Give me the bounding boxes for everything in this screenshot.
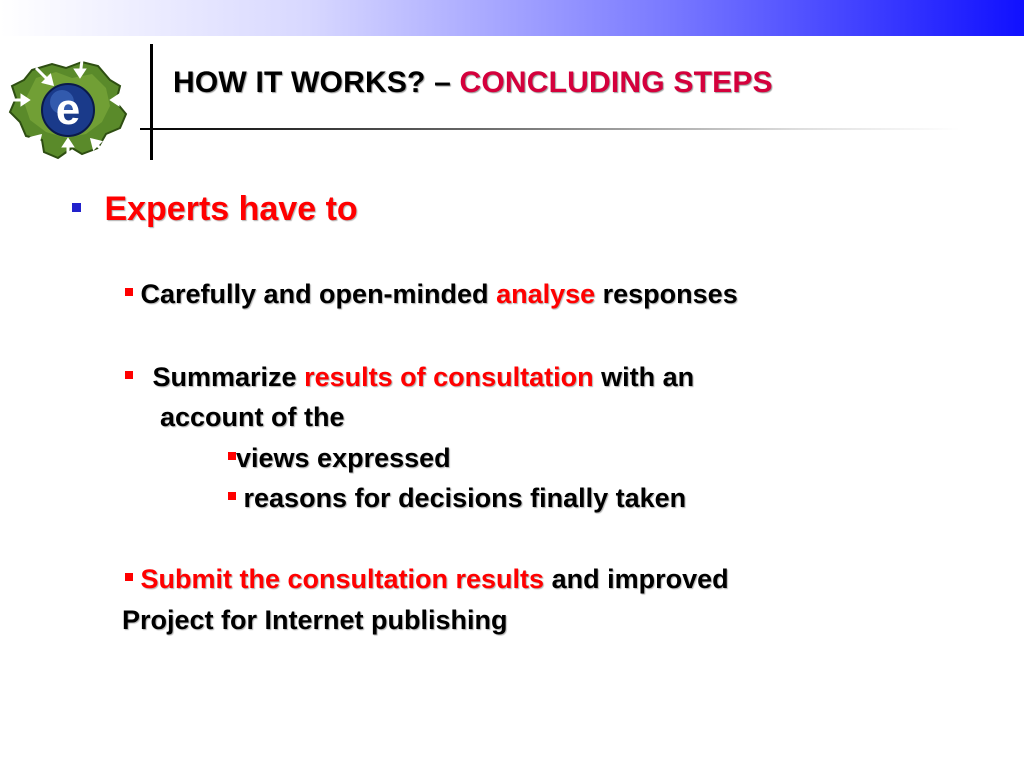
list-item-summarize-cont [160,402,345,433]
title-part1: HOW IT WORKS? – [173,66,460,99]
header-horizontal-divider [140,128,960,130]
slide-title [173,66,773,100]
title-part2: CONCLUDING STEPS [459,66,773,99]
sub-item-reasons [228,483,686,514]
item2-text-a: Summarize [152,362,305,392]
heading-line [72,190,358,229]
header-vertical-divider [150,44,153,160]
bullet-icon [228,492,236,500]
logo-letter: e [55,85,81,134]
item1-text-c: responses [595,279,738,309]
sub2-text: reasons for decisions finally taken [243,483,687,513]
list-item-submit-cont [122,605,508,636]
header-gradient-bar [0,0,1024,36]
globe-arrows-logo-icon [2,56,138,166]
heading-text: Experts have to [104,190,358,228]
list-item-summarize [125,362,694,393]
item2-text-c: with an [593,362,695,392]
sub1-text: views expressed [236,443,451,473]
bullet-icon [228,452,236,460]
e-logo [2,56,138,166]
item2-text-d: account of the [160,402,345,432]
bullet-icon [125,573,133,581]
item3-text-a: Submit the consultation results [140,564,545,594]
list-item-submit [125,564,729,595]
sub-item-views [228,443,451,474]
item1-text-a: Carefully and open-minded [140,279,497,309]
list-item-analyse [125,279,738,310]
item2-text-b: results of consultation [304,362,594,392]
item3-text-c: Project for Internet publishing [122,605,508,635]
bullet-icon [125,371,133,379]
bullet-icon [72,203,81,212]
item1-text-b: analyse [496,279,596,309]
bullet-icon [125,288,133,296]
item3-text-b: and improved [544,564,729,594]
